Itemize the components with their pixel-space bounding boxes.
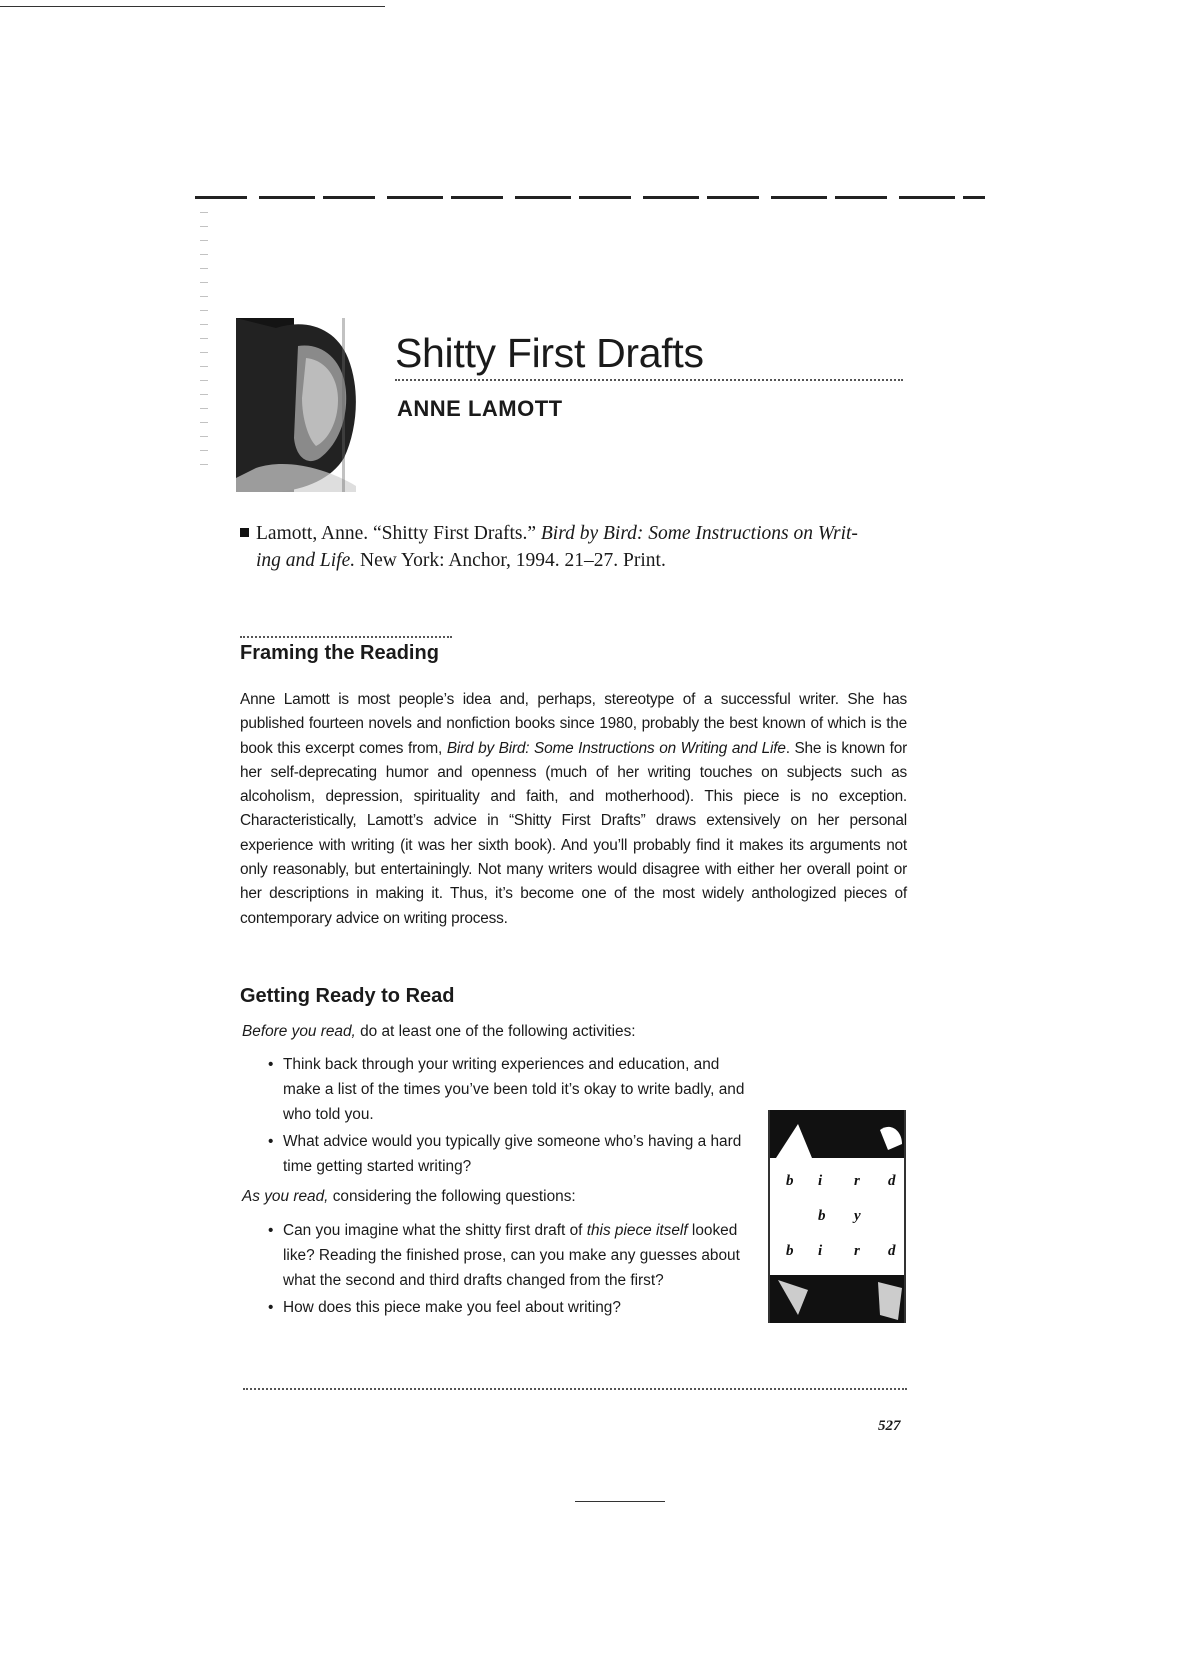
before-read-text: do at least one of the following activities: [355,1023,636,1040]
before-read-list [268,1052,748,1181]
article-title: Shitty First Drafts [395,330,704,376]
list-item: • How does this piece make you feel about writing? [268,1295,748,1320]
book-letter: i [818,1243,823,1259]
framing-book-title: Bird by Bird: Some Instructions on Writing and Life [446,739,786,757]
title-dotted-rule [395,379,903,381]
footer-dotted-rule [243,1388,907,1390]
book-letter: r [854,1243,860,1259]
citation-publisher: New York: Anchor, 1994. 21–27. Print. [355,550,666,571]
book-letter: i [818,1173,823,1189]
citation-book-title: Bird by Bird: Some Instructions on Writ- [540,523,858,544]
page-number: 527 [878,1418,901,1434]
getting-ready-heading: Getting Ready to Read [240,985,455,1007]
bottom-rule [575,1501,665,1502]
article-author: ANNE LAMOTT [397,396,563,421]
citation-book-title-cont: ing and Life. [256,550,356,571]
book-letter: b [786,1243,794,1259]
header-dashed-rule [195,196,985,199]
framing-heading: Framing the Reading [240,642,439,664]
list-item [268,1218,748,1293]
book-letter: r [854,1173,860,1189]
as-read-text: considering the following questions: [328,1188,576,1205]
citation-text: Lamott, Anne. “Shitty First Drafts.” [256,523,541,544]
scan-margin-specks [200,212,208,472]
as-read-label: As you read, [242,1188,329,1205]
framing-text-start: Anne Lamott is most people’s idea and, perhaps, stereotype of a successful writer. She has published fourteen novels and nonfiction books since 1980, probably the best known of which is the book this excerpt comes from, [240,691,907,757]
citation-line-2 [240,547,910,574]
before-read-label: Before you read, [242,1023,356,1040]
q1-end: looked like? Reading the finished prose, can you make any guesses about what the second and third drafts changed from the first? [283,1222,740,1289]
as-read-list [268,1218,748,1322]
framing-text-end: . She is known for her self-deprecating humor and openness (much of her writing touches on subjects such as alcoholism, depression, spirituality and faith, and motherhood). This piece is no exception. Characteristically, Lamott’s advice in “Shitty First Drafts” draws extensively on her personal experience with writing (it was her sixth book). And you’ll probably find it makes its arguments not only reasonably, but entertainingly. Not many writers would disagree with either her overall point or her descriptions in making it. Thus, it’s become one of the most widely anthologized pieces of contemporary advice on writing process. [240,739,908,927]
top-left-rule [0,6,385,7]
list-item: • Think back through your writing experiences and education, and make a list of the times you’ve been told it’s okay to write badly, and who told you. [268,1052,748,1127]
framing-paragraph [240,688,907,931]
book-letter: b [786,1173,794,1189]
citation [240,520,910,574]
book-letter: d [888,1173,896,1189]
as-read-intro [242,1188,576,1206]
author-photo [236,318,376,492]
q1-start: Can you imagine what the shitty first draft of [283,1222,587,1239]
q1-italic: this piece itself [586,1222,688,1239]
book-letter: b [818,1208,826,1224]
bird-by-bird-book-icon [768,1110,906,1323]
book-letter: y [854,1208,861,1224]
section-dotted-rule [240,636,452,638]
book-letter: d [888,1243,896,1259]
before-read-intro [242,1023,636,1041]
list-item: • What advice would you typically give someone who’s having a hard time getting started writing? [268,1129,748,1179]
square-bullet-icon [240,528,249,537]
citation-line-1 [240,520,910,547]
